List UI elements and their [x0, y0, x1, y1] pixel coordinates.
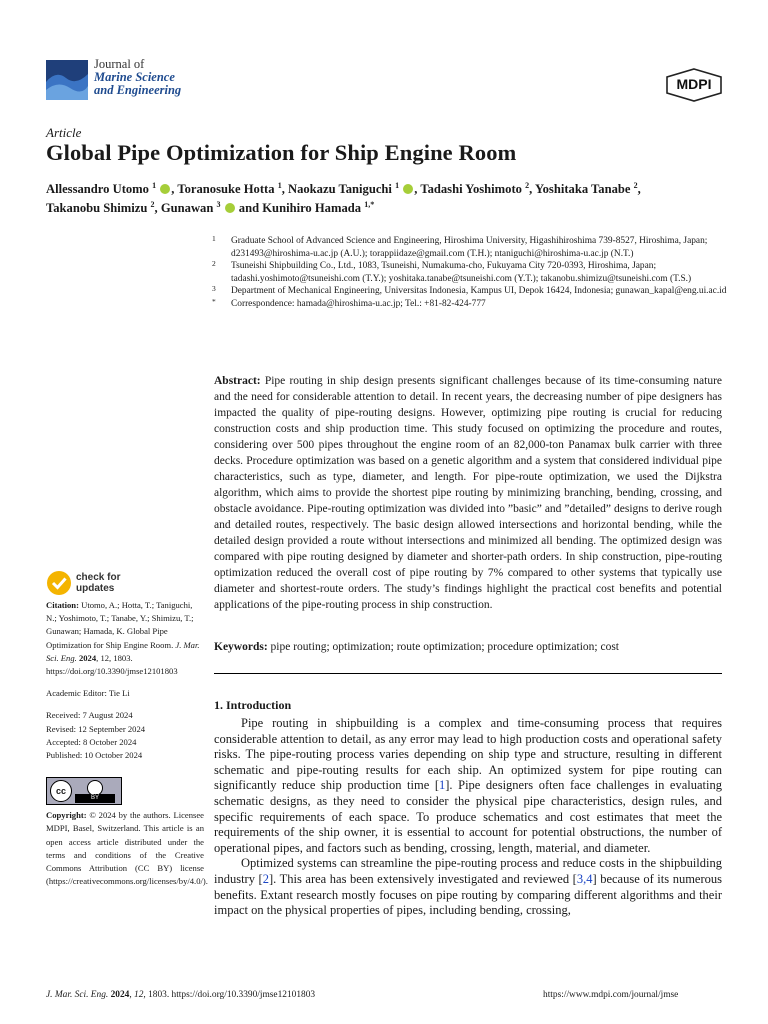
intro-paragraph-1: Pipe routing in shipbuilding is a complex and time-consuming process that requires considerable attention to detail, as any error may lead to high production costs and operational safety risks. The pipe-routing process varies depending on ship type and structure, resulting in different schematic and pipe-routing results for each ship. An optimized system for pipe routing can significantly reduce ship production time [1]. Pipe designers often face challenges in evaluating schematic designs, as they need to consider the physical pipe characteristics, design rules, and specific requirements of each space. To produce schematics and cost estimates that meet the requirements of the ship owner, it is essential to account for potential obstructions, the number of operational pipes, and factors such as bending, crossing, length, material, and diameter. — [214, 716, 722, 855]
revised-date: Revised: 12 September 2024 — [46, 723, 146, 734]
abstract-text: Pipe routing in ship design presents significant challenges because of its time-consuming nature and the need for considerable attention to detail. In recent years, the decreasing number of pipe designers has impacted the quality of pipe-routing designs. However, optimizing pipe routing is crucial for reducing construction costs and ship production time. This study focused on optimizing the procedure and routes, considering over 500 pipes throughout the engine room of an 82,000-ton Panamax bulk carrier with three decks. Procedure optimization was based on a genetic algorithm and a system that considered individual pipe characteristics, such as type, diameter, and length. For pipe-route optimization, we used the Dijkstra algorithm, which aims to provide the shortest pipe routing by minimizing branching, bending, crossing, and obstacle avoidance. Pipe-routing optimization was divided into ”basic” and ”detailed” designs to derive rough and detailed routes, respectively. The basic design allowed intersections and horizontal bending, while the detailed design provided a route without intersections and minimized all bending. The optimized design was compared with pipe routing designed by diameter and shorter-path orders. In ship construction, pipe-routing optimization reduced the overall cost of pipe routing by 7% compared to other systems that typically use diameter and shortest-route orders. The study’s findings highlight the practical cost benefits and potential applications of the pipe-routing process in ship construction. — [214, 375, 723, 611]
author-name: Tadashi Yoshimoto — [420, 182, 522, 196]
citation-text: Utomo, A.; Hotta, T.; Taniguchi, N.; Yoshimoto, T.; Tanabe, Y.; Shimizu, T.; Gunawan; Hamada, K. Global Pipe Optimization for Ship Engine Room. — [46, 600, 194, 650]
intro-body — [214, 716, 722, 919]
affiliation-number: 1 — [212, 234, 216, 243]
footer-year: 2024 — [110, 990, 130, 1000]
cc-by-license-badge[interactable] — [46, 777, 122, 805]
author-name: Yoshitaka Tanabe — [534, 182, 631, 196]
cc-badge-label: BY — [75, 794, 115, 803]
affiliation-text: Graduate School of Advanced Science and Engineering, Hiroshima University, Higashihiroshima 739-8527, Hiroshima, Japan; d231493@hiroshima-u.ac.jp (A.U.); torappiidaze@gmail.com (T.H.); ntaniguchi@hiroshima-u.ac.jp (N.T.) — [231, 236, 708, 259]
author-affiliation-sup: 2 — [150, 199, 155, 209]
cc-icon: cc — [50, 780, 72, 802]
author-affiliation-sup: 1 — [152, 180, 157, 190]
journal-logo[interactable] — [46, 58, 206, 102]
author-name: Kunihiro Hamada — [262, 201, 362, 215]
author-affiliation-sup: 1 — [395, 180, 400, 190]
ref-link-2[interactable]: 2 — [262, 871, 269, 886]
footer-doi[interactable]: , 1803. https://doi.org/10.3390/jmse12101803 — [143, 990, 316, 1000]
citation-label: Citation: — [46, 600, 79, 610]
journal-name-line3: and Engineering — [94, 83, 182, 97]
author-separator: , — [529, 182, 535, 196]
author-list — [46, 180, 736, 218]
orcid-icon[interactable] — [403, 184, 413, 194]
ref-link-3-4[interactable]: 3,4 — [576, 871, 593, 886]
author-separator: , — [414, 182, 421, 196]
received-date: Received: 7 August 2024 — [46, 710, 133, 721]
affiliation-number: * — [212, 296, 216, 306]
affiliation-number: 3 — [212, 284, 216, 293]
author-separator: , — [637, 182, 641, 196]
author-name: Allessandro Utomo — [46, 182, 149, 196]
author-name: Naokazu Taniguchi — [287, 182, 392, 196]
mdpi-logo-text: MDPI — [676, 76, 712, 92]
footer-journal: J. Mar. Sci. Eng. — [46, 990, 109, 1000]
author-affiliation-sup: 2 — [633, 180, 638, 190]
author-name: Takanobu Shimizu — [46, 201, 148, 215]
paper-title: Global Pipe Optimization for Ship Engine Room — [46, 140, 517, 165]
keywords-text: pipe routing; optimization; route optimization; procedure optimization; cost — [270, 641, 619, 653]
author-separator: , — [154, 201, 161, 215]
author-affiliation-sup: 1 — [277, 180, 282, 190]
citation-block — [46, 599, 204, 678]
keywords — [214, 639, 722, 655]
orcid-icon[interactable] — [160, 184, 170, 194]
academic-editor: Academic Editor: Tie Li — [46, 688, 130, 699]
footer-citation: J. Mar. Sci. Eng. 2024, 12, 1803. https://doi.org/10.3390/jmse12101803 — [46, 990, 316, 1000]
author-separator: , — [281, 182, 288, 196]
abstract — [214, 373, 722, 613]
author-name: Toranosuke Hotta — [177, 182, 275, 196]
journal-name-line2: Marine Science — [94, 70, 175, 84]
ref-link-1[interactable]: 1 — [439, 778, 446, 793]
check-updates-line2: updates — [76, 583, 115, 594]
affiliation-text: Tsuneishi Shipbuilding Co., Ltd., 1083, Tsuneishi, Numakuma-cho, Fukuyama City 720-0393, Hiroshima, Japan; tadashi.yoshimoto@tsuneishi.com (T.Y.); yoshitaka.tanabe@tsuneishi.com (Y.T.); takanobu.shimizu@tsuneishi.com (T.S.) — [231, 261, 692, 284]
citation-rest: , 12, 1803. https://doi.org/10.3390/jmse12101803 — [46, 652, 178, 677]
author-affiliation-sup: 3 — [216, 199, 221, 209]
article-type: Article — [46, 125, 82, 140]
footer-volume: 12 — [134, 990, 144, 1000]
copyright-label: Copyright: — [46, 810, 87, 821]
abstract-label: Abstract: — [214, 375, 261, 387]
author-affiliation-sup: 1,* — [364, 199, 375, 209]
copyright-text: © 2024 by the authors. Licensee MDPI, Basel, Switzerland. This article is an open access article distributed under the terms and conditions of the Creative Commons Attribution (CC BY) license (https://creativecommons.org/licenses/by/4.0/). — [46, 810, 208, 887]
affiliation-item — [212, 235, 732, 260]
journal-name-line1: Journal of — [94, 57, 145, 71]
sidebar — [46, 599, 208, 888]
affiliation-text: Department of Mechanical Engineering, Universitas Indonesia, Kampus UI, Depok 16424, Indonesia; gunawan_kapal@eng.ui.ac.id — [231, 286, 727, 296]
intro-paragraph-2: Optimized systems can streamline the pipe-routing process and reduce costs in the shipbuilding industry [2]. This area has been extensively investigated and reviewed [3,4] because of its numerous benefits. Extant research mostly focuses on pipe routing by comparing different algorithms and their impact on the physical properties of pipes, including bending, crossing, — [214, 856, 722, 918]
affiliation-number: 2 — [212, 259, 216, 268]
affiliation-item — [212, 298, 732, 311]
accepted-date: Accepted: 8 October 2024 — [46, 736, 137, 747]
author-name: Gunawan — [160, 201, 214, 215]
author-affiliation-sup: 2 — [525, 180, 530, 190]
copyright-block — [46, 809, 208, 888]
check-updates-line1: check for — [76, 572, 121, 583]
wave-logo-icon — [46, 60, 88, 100]
section-divider — [214, 673, 722, 674]
check-updates-icon — [46, 570, 72, 596]
journal-name — [94, 58, 181, 97]
intro-heading: 1. Introduction — [214, 698, 292, 712]
affiliation-item — [212, 260, 732, 285]
affiliations — [212, 235, 732, 310]
orcid-icon[interactable] — [225, 203, 235, 213]
keywords-label: Keywords: — [214, 641, 268, 653]
author-separator: and — [235, 201, 263, 215]
affiliation-item — [212, 285, 732, 298]
citation-journal: J. Mar. Sci. Eng. — [46, 639, 200, 663]
check-for-updates-badge[interactable] — [46, 570, 176, 598]
mdpi-logo[interactable] — [664, 68, 724, 102]
footer-journal-url[interactable]: https://www.mdpi.com/journal/jmse — [543, 990, 679, 1000]
author-separator: , — [171, 182, 178, 196]
affiliation-text: Correspondence: hamada@hiroshima-u.ac.jp; Tel.: +81-82-424-777 — [231, 298, 486, 309]
published-date: Published: 10 October 2024 — [46, 750, 143, 761]
citation-year: 2024 — [78, 652, 97, 663]
